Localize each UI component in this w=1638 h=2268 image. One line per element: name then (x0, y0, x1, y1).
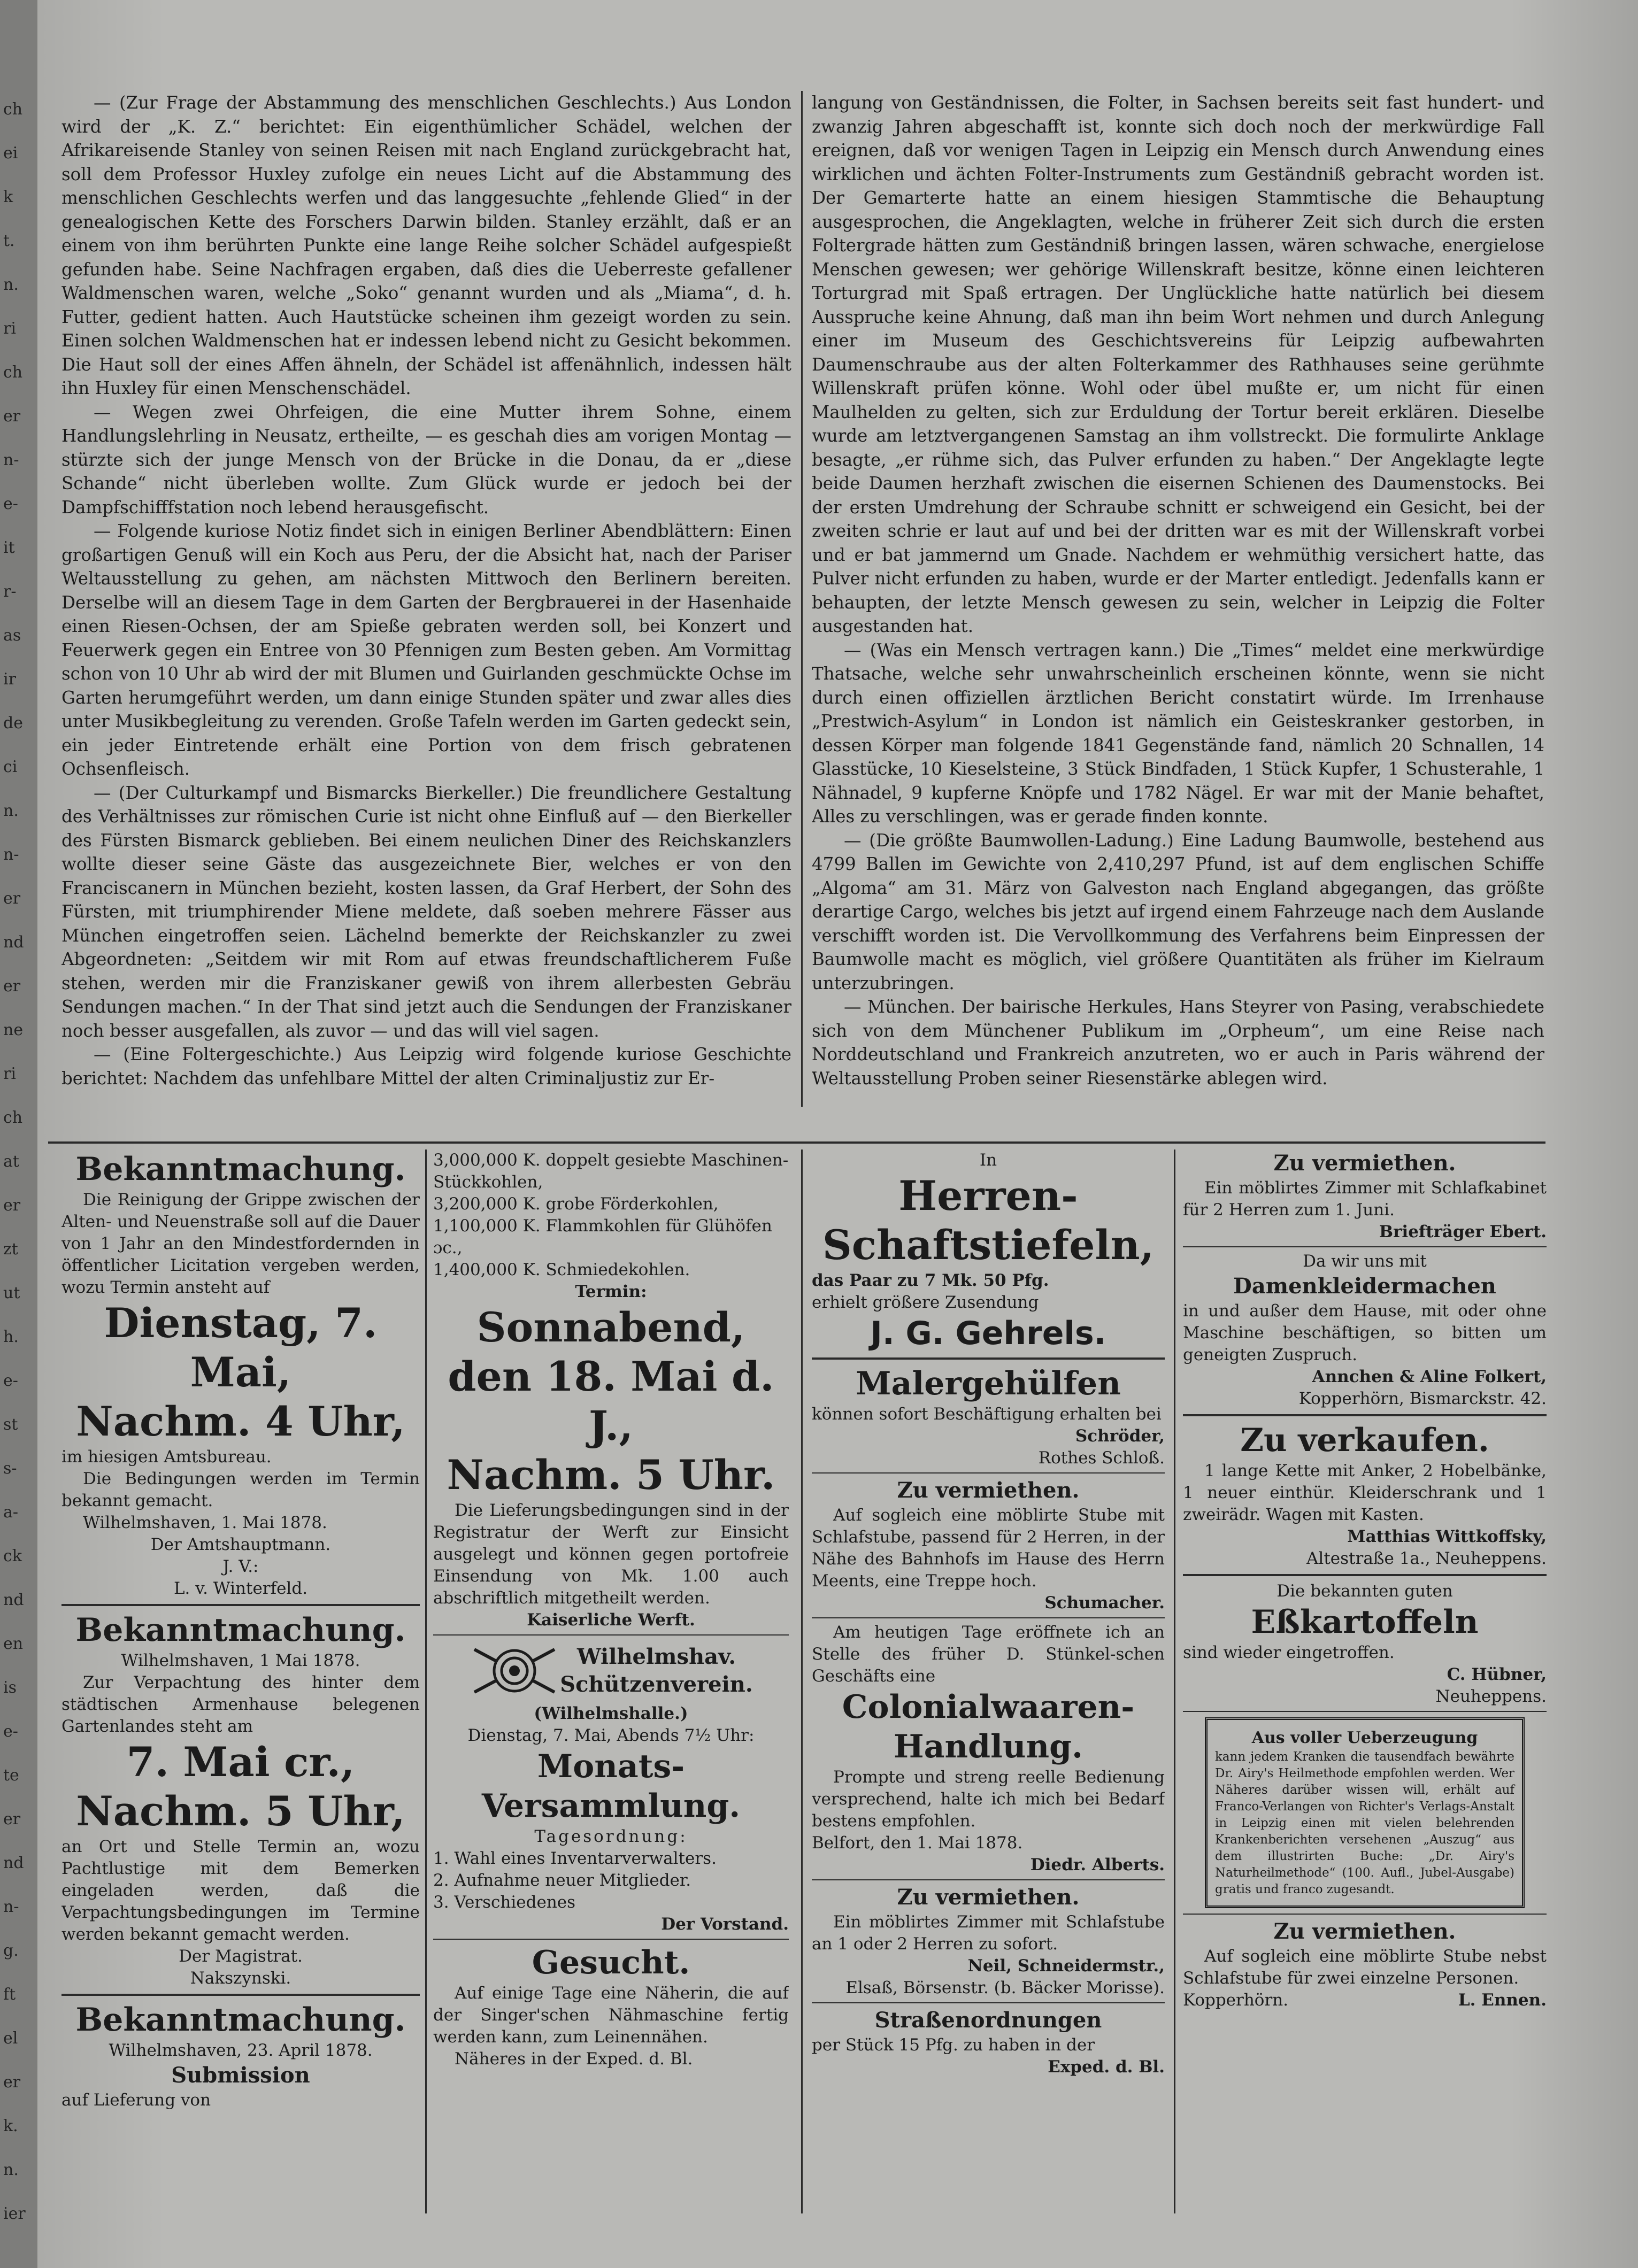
club-venue: (Wilhelmshalle.) (534, 1704, 688, 1723)
ad-text: Prompte und streng reelle Bedienung versprechend, halte ich mich bei Bedarf bestens empfohlen. (812, 1768, 1165, 1831)
edge-fragment: ut (3, 1284, 20, 1302)
ad-signature: Rothes Schloß. (1038, 1448, 1165, 1468)
ad-title: Handlung. (893, 1728, 1083, 1765)
edge-fragment: ci (3, 758, 18, 776)
ad-divider (812, 1617, 1165, 1618)
edge-fragment: is (3, 1678, 17, 1697)
ad-divider (1183, 1711, 1547, 1712)
ad-text: Näheres in der Exped. d. Bl. (455, 2049, 693, 2069)
ad-signature: Kopperhörn, Bismarckstr. 42. (1298, 1389, 1547, 1408)
ad-divider (1183, 1414, 1547, 1416)
ad-signature: Nakszynski. (190, 1969, 291, 1988)
edge-fragment: r- (3, 582, 17, 601)
previous-page-edge (0, 0, 39, 2268)
ad-text: Zur Verpachtung des hinter dem städtischen Armenhause belegenen Gartenlandes steht am (61, 1673, 420, 1736)
ad-title: Zu vermiethen. (897, 1885, 1080, 1910)
edge-fragment: er (3, 407, 21, 426)
ad-column-1 (61, 1150, 420, 2251)
edge-fragment: a- (3, 1503, 19, 1522)
club-date: Dienstag, 7. Mai, Abends 7½ Uhr: (467, 1726, 755, 1745)
ad-footer (1183, 1989, 1547, 2011)
edge-fragment: ri (3, 1064, 16, 1083)
club-header (433, 1639, 789, 1703)
ad-text: Am heutigen Tage eröffnete ich an Stelle des früher D. Stünkel-schen Geschäfts eine (812, 1623, 1165, 1686)
ad-text: in und außer dem Hause, mit oder ohne Maschine beschäftigen, so bitten um geneigten Zuspruch. (1183, 1301, 1547, 1364)
article-column-left (61, 91, 791, 1133)
ad-divider (1183, 1246, 1547, 1247)
ad-signature: Der Vorstand. (661, 1915, 789, 1934)
ad-title: Straßenordnungen (874, 2008, 1102, 2033)
ad-divider (812, 1879, 1165, 1880)
edge-fragment: n. (3, 275, 19, 294)
ad-signature: Schröder, (1075, 1426, 1165, 1446)
edge-fragment: ft (3, 1985, 16, 2004)
edge-fragment: as (3, 626, 21, 645)
ad-text: Kopperhörn. (1183, 1991, 1289, 2010)
ad-divider (61, 1994, 420, 1996)
ad-time: Nachm. 5 Uhr, (76, 1787, 405, 1835)
ad-text: können sofort Beschäftigung erhalten bei (812, 1405, 1162, 1424)
article-koch-peru: — Folgende kuriose Notiz findet sich in einigen Berliner Abendblättern: Einen großartigen Genuß will ein Koch aus Peru, der die Absicht hat, nach der Pariser Weltausstellung zu gehen, am nächsten Mittwoch den Berlinern bereiten. Derselbe will an diesem Tage in dem Garten der Bergbrauerei in der Hasenhaide einen Riesen-Ochsen, der am Spieße gebraten werden soll, bei Konzert und Feuerwerk gegen ein Entree von 30 Pfennigen zum Besten geben. Am Vormittag schon von 10 Uhr ab wird der mit Blumen und Guirlanden geschmückte Ochse im Garten herumgeführt werden, um dann einige Stunden später und zwar alles dies unter Musikbegleitung zu verenden. Große Tafeln werden im Garten gedeckt sein, ein jeder Eintretende erhält eine Portion von dem frisch gebratenen Ochsenfleisch. (61, 521, 791, 779)
newspaper-page (37, 0, 1638, 2268)
airy-advert-box (1205, 1717, 1525, 1908)
ad-signature: Der Amtshauptmann. (150, 1535, 331, 1554)
ad-title: Schaftstiefeln, (822, 1221, 1155, 1269)
ad-signature: Neuheppens. (1435, 1687, 1547, 1706)
ad-date: den 18. Mai d. J., (448, 1353, 774, 1449)
ad-title: Damenkleidermachen (1233, 1274, 1496, 1299)
column-divider (801, 91, 803, 1107)
box-text: kann jedem Kranken die tausendfach bewährte Dr. Airy's Heilmethode empfohlen werden. Wer Näheres darüber wissen will, erhält auf Franco-Verlangen von Richter's Verlags-Anstalt in Leipzig einen mit vielen belehrenden Krankenberichten versehenen „Auszug“ aus dem illustrirten Buche: „Dr. Airy's Naturheilmethode“ (100. Aufl., Jubel-Ausgabe) gratis und franco zugesandt. (1215, 1750, 1514, 1896)
ad-text: Die bekannten guten (1276, 1582, 1453, 1601)
ad-text: Ein möblirtes Zimmer mit Schlafstube an 1 oder 2 Herren zu sofort. (812, 1912, 1165, 1954)
ad-text: Die Bedingungen werden im Termin bekannt gemacht. (61, 1469, 420, 1510)
edge-fragment: e- (3, 1722, 18, 1741)
ad-signature: Diedr. Alberts. (1030, 1855, 1165, 1874)
ad-signature: Matthias Wittkoffsky, (1347, 1527, 1547, 1546)
ad-text: im hiesigen Amtsbureau. (61, 1447, 272, 1467)
ad-title: Zu verkaufen. (1240, 1422, 1489, 1459)
edge-fragment: ir (3, 670, 16, 689)
edge-fragment: er (3, 1810, 21, 1829)
ad-title: Bekanntmachung. (75, 1151, 406, 1188)
edge-fragment: en (3, 1634, 24, 1653)
edge-fragment: nd (3, 1854, 24, 1872)
column-divider (425, 1150, 427, 2213)
ad-signature: L. v. Winterfeld. (173, 1579, 308, 1598)
edge-fragment: t. (3, 232, 15, 250)
ad-signature: Altestraße 1a., Neuheppens. (1306, 1549, 1547, 1568)
article-column-right (812, 91, 1544, 1133)
edge-fragment: ne (3, 1021, 24, 1039)
ad-divider (433, 1634, 789, 1636)
edge-fragment: e- (3, 495, 18, 513)
ad-divider (433, 1939, 789, 1940)
club-title: Versammlung. (481, 1787, 741, 1825)
ad-text: sind wieder eingetroffen. (1183, 1643, 1395, 1662)
edge-fragment: ch (3, 1108, 23, 1127)
ad-date: Sonnabend, (476, 1303, 745, 1351)
article-bierkeller: — (Der Culturkampf und Bismarcks Bierkeller.) Die freundlichere Gestaltung des Verhältnisses zur römischen Curie ist nicht ohne Einfluß auf — den Bierkeller des Fürsten Bismarck geblieben. Bei einem neulichen Diner des Reichskanzlers wollte dieser seine Gäste das ausgezeichnete Bier, welches er von den Franciscanern in München bezieht, kosten lassen, da Graf Herbert, der Sohn des Fürsten, mit triumphirender Miene meldete, daß soeben mehrere Fässer aus München eingetroffen seien. Lächelnd bemerkte der Reichskanzler zu zwei Abgeordneten: „Seitdem wir mit Rom auf etwas freundschaftlicherem Fuße stehen, werden mir die Franziskaner gewiß von ihrem allerbesten Gebräu Sendungen machen.“ In der That sind jetzt auch die Sendungen der Franziskaner noch besser ausgefallen, als zuvor — und das will viel sagen. (61, 782, 791, 1041)
box-title: Aus voller Ueberzeugung (1251, 1729, 1478, 1747)
ad-signature: Annchen & Aline Folkert, (1312, 1367, 1547, 1386)
ad-divider (1183, 1574, 1547, 1576)
ad-title: Herren- (898, 1172, 1078, 1220)
ad-list-item: 3,000,000 K. doppelt gesiebte Maschinen-Stückkohlen, (433, 1151, 789, 1192)
ad-signature: Schumacher. (1044, 1593, 1165, 1613)
ad-label: Termin: (575, 1282, 647, 1301)
ad-divider (61, 1604, 420, 1606)
ad-title: Zu vermiethen. (1273, 1919, 1456, 1944)
ad-signature: J. G. Gehrels. (870, 1315, 1106, 1352)
ad-signature: C. Hübner, (1447, 1665, 1547, 1684)
ad-title: Eßkartoffeln (1251, 1603, 1479, 1641)
ad-time: Nachm. 5 Uhr. (447, 1451, 775, 1499)
ad-divider (812, 2002, 1165, 2003)
ad-subtitle: Submission (171, 2063, 310, 2088)
ad-price: das Paar zu 7 Mk. 50 Pfg. (812, 1271, 1049, 1290)
club-name: Wilhelmshav. (576, 1644, 736, 1669)
ad-title: Zu vermiethen. (897, 1478, 1080, 1503)
edge-fragment: n- (3, 845, 19, 864)
ad-signature: Neil, Schneidermstr., (967, 1956, 1165, 1976)
ad-text: Wilhelmshaven, 1 Mai 1878. (121, 1651, 360, 1670)
edge-fragment: g. (3, 1941, 19, 1960)
edge-fragment: n- (3, 1897, 19, 1916)
ad-title: Bekanntmachung. (75, 2001, 406, 2039)
ad-signature: Exped. d. Bl. (1048, 2057, 1165, 2077)
edge-fragment: ch (3, 363, 23, 382)
column-divider (1174, 1150, 1175, 2213)
ad-text: Die Lieferungsbedingungen sind in der Registratur der Werft zur Einsicht ausgelegt und können gegen portofreie Einsendung von Mk. 1.00 auch abschriftlich mitgetheilt werden. (433, 1501, 789, 1608)
edge-fragment: ri (3, 319, 16, 338)
ad-signature: J. V.: (222, 1557, 259, 1576)
ad-column-2 (433, 1150, 789, 2251)
ad-divider (1183, 1914, 1547, 1915)
ad-column-4 (1183, 1150, 1547, 2251)
ad-divider (812, 1472, 1165, 1474)
article-abstammung: — (Zur Frage der Abstammung des menschlichen Geschlechts.) Aus London wird der „K. Z.“ berichtet: Ein eigenthümlicher Schädel, welchen der Afrikareisende Stanley von seinen Reisen mit nach England zurückgebracht hat, soll dem Professor Huxley zufolge ein neues Licht auf die Abstammung des menschlichen Geschlechts werfen und das langgesuchte „fehlende Glied“ in der genealogischen Kette des Forschers Darwin bilden. Stanley erzählt, daß er an einem von ihm berührten Punkte eine lange Reihe solcher Schädel aufgespießt gefunden habe. Seine Nachfragen ergaben, daß dies die Ueberreste gefallener Waldmenschen waren, welche „Soko“ genannt wurden und als „Miama“, d. h. Futter, gedient hatten. Auch Hautstücke scheinen ihm gezeigt worden zu sein. Einen solchen Waldmenschen hat er indessen lebend nicht zu Gesicht bekommen. Die Haut soll der eines Affen ähneln, der Schädel ist affenähnlich, indessen hält ihn Huxley für einen Menschenschädel. (61, 92, 791, 398)
ad-text: per Stück 15 Pfg. zu haben in der (812, 2035, 1095, 2055)
edge-fragment: ck (3, 1547, 22, 1565)
edge-fragment: ei (3, 144, 18, 163)
edge-fragment: er (3, 977, 21, 996)
agenda-item: 3. Verschiedenes (433, 1893, 576, 1912)
club-title: Monats- (537, 1748, 685, 1785)
ad-list-item: 1,400,000 K. Schmiedekohlen. (433, 1260, 690, 1279)
article-folter-continued: langung von Geständnissen, die Folter, in Sachsen bereits seit fast hundert- und zwanzig Jahren abgeschafft ist, konnte sich doch noch der merkwürdige Fall ereignen, daß vor wenigen Tagen in Leipzig ein Mensch durch Anwendung eines wirklichen und ächten Folter-Instruments zum Geständniß gebracht worden ist. Der Gemarterte hatte an einem hiesigen Stammtische die Behauptung ausgesprochen, die Angeklagten, welche in früherer Zeit sich durch die ersten Foltergrade hätten zum Geständniß bringen lassen, wären schwache, energielose Menschen gewesen; wer gehörige Willenskraft besitze, könne einen leichteren Torturgrad mit Spaß ertragen. Der Unglückliche hatte natürlich bei diesem Ausspruche keine Ahnung, daß man ihn beim Wort nehmen und durch Anlegung einer im Museum des Geschichtsvereins für Leipzig aufbewahrten Daumenschraube aus der alten Folterkammer des Rathhauses seine gerühmte Willenskraft prüfen könne. Wohl oder übel mußte er, um nicht für einen Maulhelden zu gelten, sich zur Erduldung der Tortur bereit erklären. Dieselbe wurde am letztvergangenen Samstag an ihm vollstreckt. Die formulirte Anklage besagte, „er rühme sich, das Pulver erfunden zu haben.“ Der Angeklagte legte beide Daumen herzhaft zwischen die eisernen Schienen des Daumenstocks. Bei der ersten Umdrehung der Schraube schnitt er schweigend ein Gesicht, bei der zweiten schrie er laut auf und bei der dritten war es mit der Willenskraft vorbei und er bat jammernd um Gnade. Nachdem er wehmüthig versichert hatte, das Pulver nicht erfunden zu haben, wurde er der Marter entledigt. Jedenfalls kann er behaupten, der letzte Mensch gewesen zu sein, welcher in Leipzig die Folter ausgestanden hat. (812, 92, 1544, 636)
edge-fragment: de (3, 714, 23, 732)
ad-signature: L. Ennen. (1458, 1991, 1547, 2010)
ad-signature: Elsaß, Börsenstr. (b. Bäcker Morisse). (845, 1978, 1165, 1997)
edge-fragment: st (3, 1415, 18, 1434)
ad-title: Zu vermiethen. (1273, 1151, 1456, 1176)
edge-fragment: nd (3, 1591, 24, 1609)
edge-fragment: k. (3, 2117, 18, 2135)
edge-fragment: s- (3, 1459, 17, 1478)
shooting-target-icon (469, 1639, 560, 1703)
edge-fragment: er (3, 1196, 21, 1215)
ad-list-item: 3,200,000 K. grobe Förderkohlen, (433, 1194, 719, 1214)
edge-fragment: at (3, 1152, 19, 1171)
ad-text: Wilhelmshaven, 1. Mai 1878. (83, 1513, 327, 1532)
article-times: — (Was ein Mensch vertragen kann.) Die „Times“ meldet eine merkwürdige Thatsache, welche sehr unwahrscheinlich erscheinen könnte, wenn sie nicht durch einen offiziellen ärztlichen Bericht constatirt würde. Im Irrenhause „Prestwich-Asylum“ in London ist nämlich ein Geisteskranker gestorben, in dessen Körper man folgende 1841 Gegenstände fand, nämlich 20 Schnallen, 14 Glasstücke, 10 Kieselsteine, 3 Stück Bindfaden, 1 Stück Kupfer, 1 Schusterahle, 1 Nähnadel, 9 kupferne Knöpfe und 1782 Nägel. Er war mit der Manie behaftet, Alles zu verschlingen, was er gerade finden konnte. (812, 639, 1544, 827)
edge-fragment: h. (3, 1328, 19, 1346)
ad-text: erhielt größere Zusendung (812, 1293, 1039, 1312)
ad-title: Bekanntmachung. (75, 1611, 406, 1649)
edge-fragment: er (3, 2073, 21, 2092)
agenda-item: 2. Aufnahme neuer Mitglieder. (433, 1871, 691, 1890)
edge-fragment: n. (3, 801, 19, 820)
edge-fragment: n- (3, 451, 19, 469)
ad-text: Auf sogleich eine möblirte Stube nebst Schlafstube für zwei einzelne Personen. (1183, 1947, 1547, 1988)
edge-fragment: ch (3, 100, 23, 119)
ad-list-item: 1,100,000 K. Flammkohlen für Glühöfen ɔc., (433, 1216, 772, 1258)
edge-fragment: it (3, 538, 15, 557)
edge-fragment: n. (3, 2161, 19, 2179)
edge-fragment: k (3, 188, 13, 206)
ad-text: Wilhelmshaven, 23. April 1878. (109, 2041, 373, 2060)
ad-signature: Kaiserliche Werft. (527, 1610, 695, 1630)
agenda-heading: Tagesordnung: (534, 1827, 688, 1846)
ad-text: In (979, 1151, 997, 1170)
ad-text: 1 lange Kette mit Anker, 2 Hobelbänke, 1 neuer einthür. Kleiderschrank und 1 zweirädr. Wagen mit Kasten. (1183, 1461, 1547, 1524)
ad-date: Dienstag, 7. Mai, (104, 1299, 378, 1396)
ad-text: an Ort und Stelle Termin an, wozu Pachtlustige mit dem Bemerken eingeladen werden, daß die Verpachtungsbedingungen im Termine werden bekannt gemacht werden. (61, 1837, 420, 1944)
column-divider (801, 1150, 803, 2213)
ad-text: Ein möblirtes Zimmer mit Schlafkabinet für 2 Herren zum 1. Juni. (1183, 1178, 1547, 1220)
ad-title: Colonialwaaren- (842, 1688, 1135, 1726)
ad-time: Nachm. 4 Uhr, (76, 1398, 405, 1445)
ad-text: Da wir uns mit (1303, 1252, 1427, 1271)
ad-date: 7. Mai cr., (126, 1738, 355, 1786)
edge-fragment: er (3, 889, 21, 908)
ad-text: Auf einige Tage eine Näherin, die auf der Singer'schen Nähmaschine fertig werden kann, zum Leinennähen. (433, 1984, 789, 2047)
section-rule (48, 1141, 1545, 1144)
ad-text: Belfort, den 1. Mai 1878. (812, 1833, 1023, 1853)
ad-text: Die Reinigung der Grippe zwischen der Alten- und Neuenstraße soll auf die Dauer von 1 Jahr an den Mindestfordernden in öffentlicher Licitation vergeben werden, wozu Termin ansteht auf (61, 1190, 420, 1297)
ad-title: Malergehülfen (856, 1365, 1121, 1402)
edge-fragment: e- (3, 1371, 18, 1390)
ad-text: Auf sogleich eine möblirte Stube mit Schlafstube, passend für 2 Herren, in der Nähe des Bahnhofs im Hause des Herrn Meents, eine Treppe hoch. (812, 1506, 1165, 1591)
ad-divider (812, 1357, 1165, 1360)
ad-text: auf Lieferung von (61, 2090, 211, 2110)
edge-fragment: nd (3, 933, 24, 952)
ad-column-3 (812, 1150, 1165, 2251)
article-ohrfeigen: — Wegen zwei Ohrfeigen, die eine Mutter ihrem Sohne, einem Handlungslehrling in Neusatz, ertheilte, — es geschah dies am vorigen Montag — stürzte sich der junge Mensch von der Brücke in die Donau, da er „diese Schande“ nicht überleben wollte. Zum Glück wurde er jedoch bei der Dampfschifffstation noch lebend herausgefischt. (61, 402, 791, 518)
club-name: Schützenverein. (560, 1672, 753, 1697)
edge-fragment: zt (3, 1240, 18, 1259)
article-foltergeschichte: — (Eine Foltergeschichte.) Aus Leipzig wird folgende kuriose Geschichte berichtet: Nachdem das unfehlbare Mittel der alten Criminaljustiz zur Er- (61, 1044, 791, 1089)
edge-fragment: el (3, 2029, 18, 2048)
article-baumwolle: — (Die größte Baumwollen-Ladung.) Eine Ladung Baumwolle, bestehend aus 4799 Ballen im Gewichte von 2,410,297 Pfund, ist auf dem englischen Schiffe „Algoma“ am 31. März von Galveston nach England abgegangen, das größte derartige Cargo, welches bis jetzt auf irgend einem Fahrzeuge nach dem Auslande verschifft worden ist. Die Vervollkommung des Verfahrens beim Einpressen der Baumwolle macht es möglich, viel größere Quantitäten als früher im Kielraum unterzubringen. (812, 830, 1544, 993)
ad-title: Gesucht. (532, 1944, 690, 1981)
ad-signature: Briefträger Ebert. (1379, 1222, 1547, 1241)
ad-signature: Der Magistrat. (179, 1947, 303, 1966)
edge-fragment: te (3, 1766, 19, 1785)
agenda-item: 1. Wahl eines Inventarverwalters. (433, 1849, 717, 1868)
edge-fragment: ier (3, 2204, 26, 2223)
article-muenchen: — München. Der bairische Herkules, Hans Steyrer von Pasing, verabschiedete sich von dem Münchener Publikum im „Orpheum“, um eine Reise nach Norddeutschland und Frankreich anzutreten, wo er auch in Paris während der Weltausstellung Proben seiner Riesenstärke ablegen wird. (812, 997, 1544, 1089)
